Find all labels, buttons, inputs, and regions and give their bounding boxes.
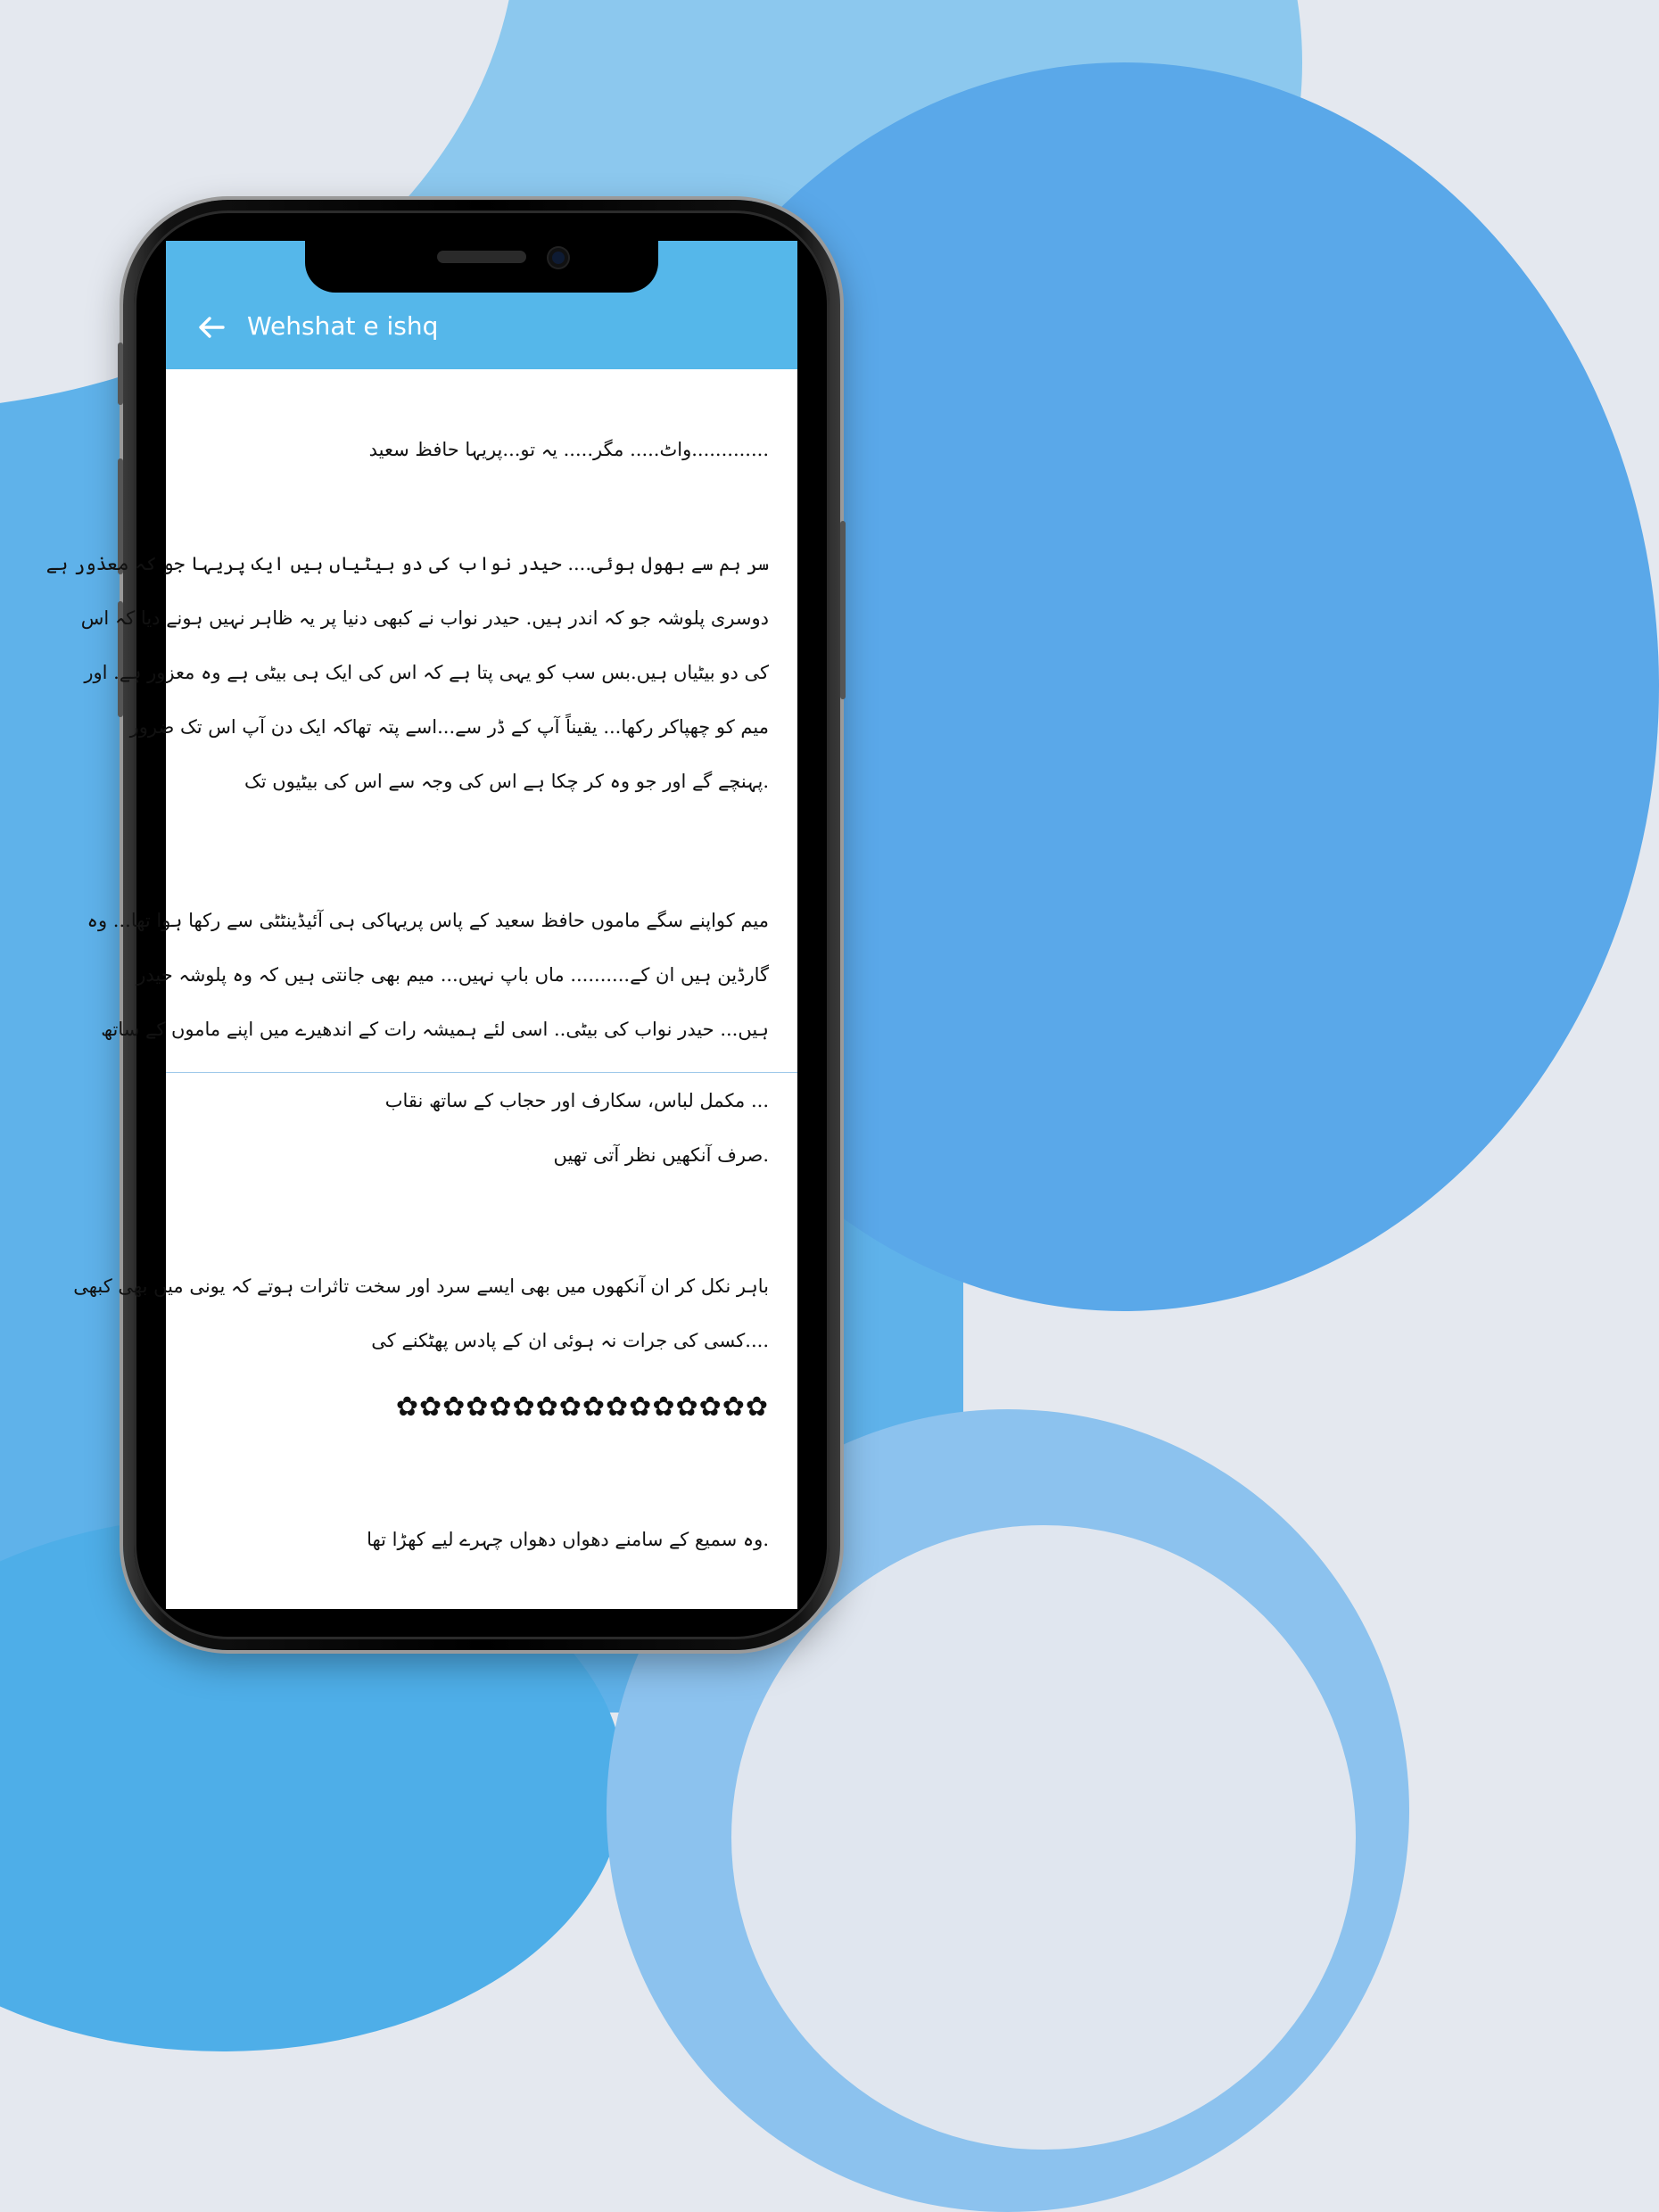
chapter-content[interactable] bbox=[45, 369, 797, 1609]
text-line: دوسری پلوشہ جو کہ اندر ہیں. حیدر نواب نے کبھی دنیا پر یہ ظاہر نہیں ہونے دیا کہ اس bbox=[80, 607, 769, 629]
text-line: .وہ سمیع کے سامنے دھواں دھواں چہرے لیے کھڑا تھا bbox=[367, 1529, 769, 1550]
speaker-grille bbox=[437, 251, 526, 263]
phone-notch bbox=[305, 241, 658, 293]
text-line: ... مکمل لباس، سکارف اور حجاب کے ساتھ نقاب bbox=[384, 1090, 769, 1111]
text-line: گارڈین ہیں ان کے.......... ماں باپ نہیں... میم بھی جانتی ہیں کہ وہ پلوشہ حیدر bbox=[136, 964, 769, 986]
paragraph-1 bbox=[180, 423, 769, 477]
text-line: .............واٹ..... مگر..... یہ تو...پریہا حافظ سعید bbox=[368, 439, 769, 460]
paragraph-6 bbox=[180, 1513, 769, 1567]
arrow-back-icon[interactable] bbox=[198, 316, 225, 339]
phone-screen bbox=[45, 241, 797, 1609]
page-divider bbox=[166, 1072, 797, 1073]
text-line: سر ہم سے بھول ہوئی.... حیدر نواب کی دو بیٹیاں ہیں ایک پریہا جو کہ معذور ہے bbox=[45, 553, 769, 574]
paragraph-4 bbox=[180, 1074, 769, 1183]
section-separator: ✿✿✿✿✿✿✿✿✿✿✿✿✿✿✿✿ bbox=[395, 1391, 769, 1423]
text-line: میم کو چھپاکر رکھا... یقیناً آپ کے ڈر سے...اسے پتہ تھاکہ ایک دن آپ اس تک ضرور bbox=[129, 716, 769, 738]
text-line: باہر نکل کر ان آنکھوں میں بھی ایسے سرد اور سخت تاثرات ہوتے کہ یونی میں بھی کبھی bbox=[73, 1275, 769, 1297]
front-camera bbox=[549, 248, 568, 268]
text-line: .صرف آنکھیں نظر آتی تھیں bbox=[553, 1144, 769, 1166]
text-line: ....کسی کی جرات نہ ہوئی ان کے پادس پھٹکنے کی bbox=[371, 1330, 769, 1351]
phone-frame bbox=[45, 200, 840, 1650]
text-line: کی دو بیٹیاں ہیں.بس سب کو یہی پتا ہے کہ اس کی ایک ہی بیٹی ہے وہ معزور ہے. اور bbox=[84, 662, 769, 683]
paragraph-5 bbox=[73, 1259, 769, 1368]
text-line: میم کواپنے سگے ماموں حافظ سعید کے پاس پریہاکی ہی آئیڈینٹٹی سے رکھا ہوا تھا... وہ bbox=[87, 910, 769, 931]
text-line: ہیں... حیدر نواب کی بیٹی.. اسی لئے ہمیشہ رات کے اندھیرے میں اپنے ماموں کے ساتھ bbox=[101, 1019, 769, 1040]
text-line: .پہنچے گے اور جو وہ کر چکا ہے اس کی وجہ سے اس کی بیٹیوں تک bbox=[243, 771, 769, 792]
paragraph-2 bbox=[45, 537, 769, 809]
paragraph-3 bbox=[87, 894, 769, 1057]
app-title: Wehshat e ishq bbox=[247, 311, 439, 341]
